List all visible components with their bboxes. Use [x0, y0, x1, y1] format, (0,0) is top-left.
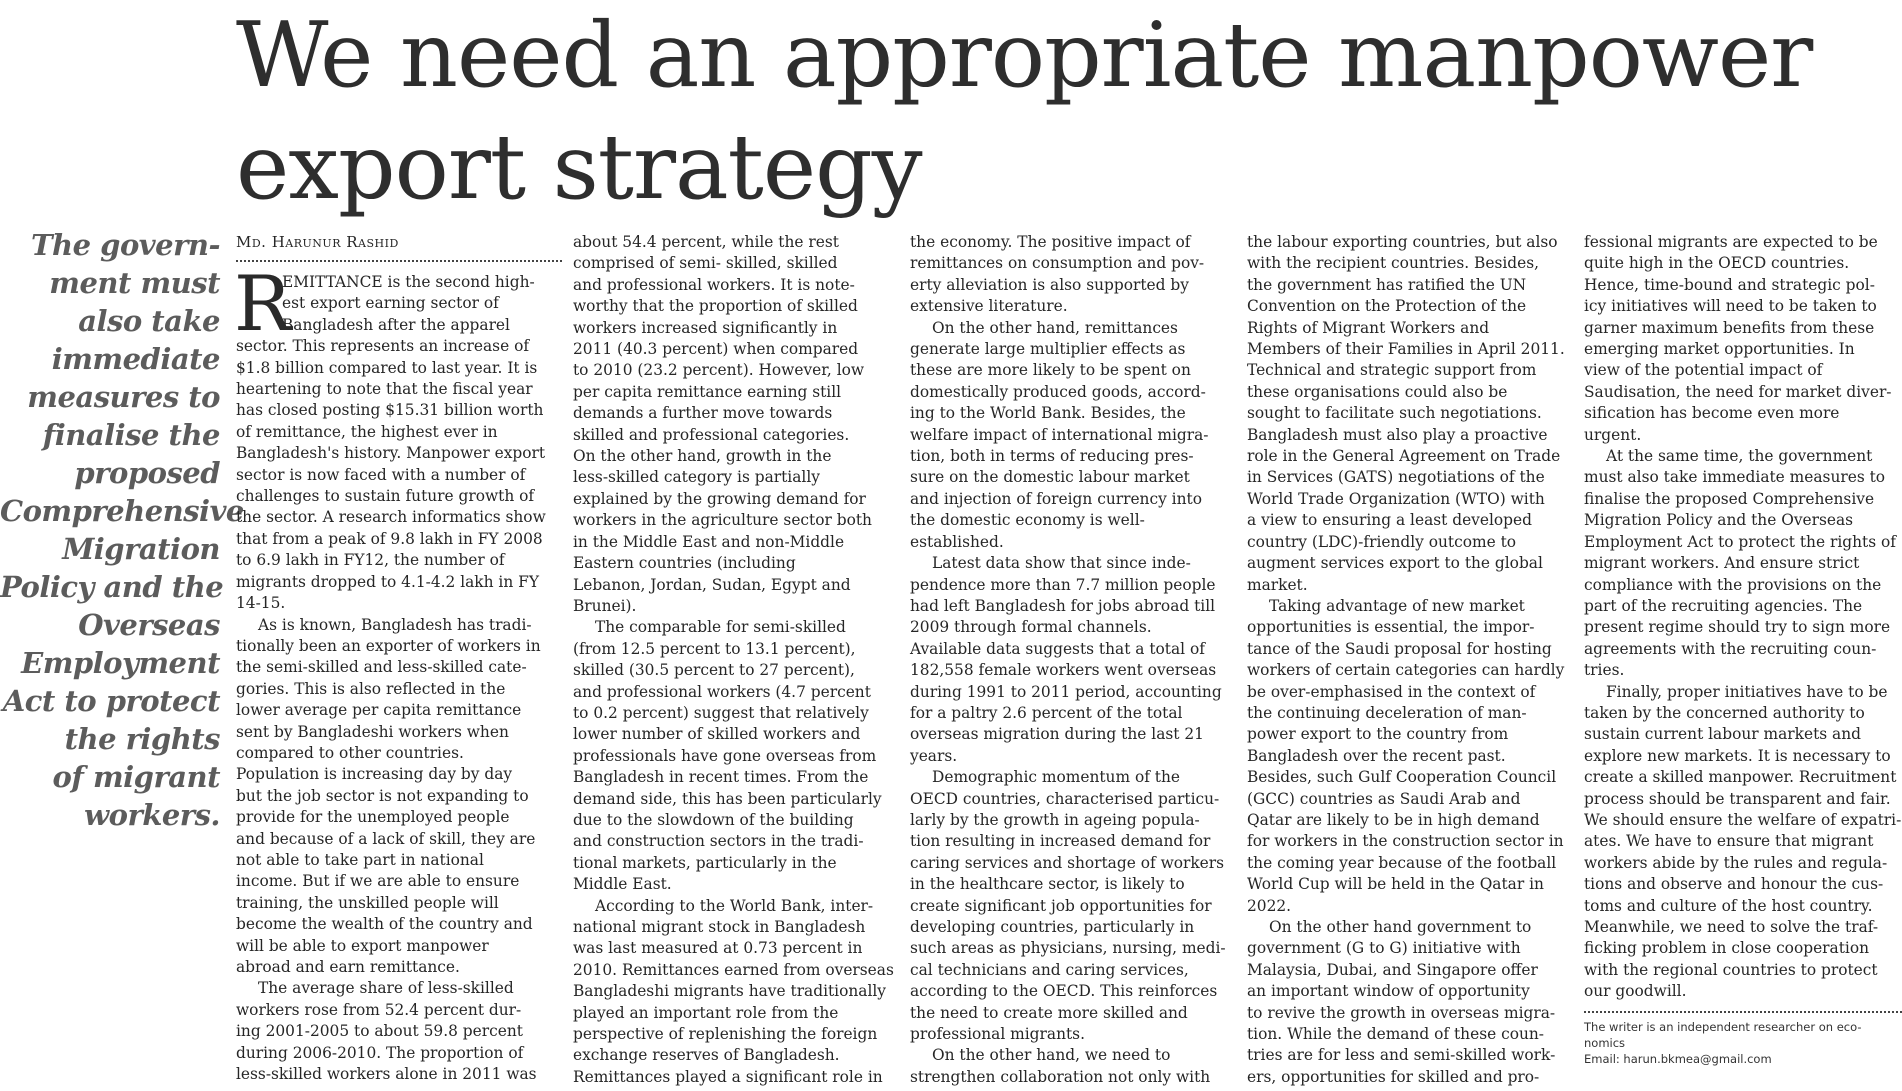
text-line: our goodwill.: [1584, 982, 1687, 1001]
text-line: Latest data show that since inde-: [932, 554, 1191, 573]
text-line: had left Bangladesh for jobs abroad till: [910, 596, 1216, 615]
text-line: workers rose from 52.4 percent dur-: [236, 1000, 522, 1019]
text-line: Saudisation, the need for market diver-: [1584, 382, 1892, 401]
text-line: (GCC) countries as Saudi Arab and: [1247, 789, 1521, 808]
text-line: during 2006-2010. The proportion of: [236, 1043, 524, 1062]
text-line: workers in the agriculture sector both: [573, 511, 872, 530]
text-line: but the job sector is not expanding to: [236, 786, 529, 805]
text-line: lower number of skilled workers and: [573, 725, 861, 744]
text-line: The average share of less-skilled: [258, 979, 514, 998]
text-line: According to the World Bank, inter-: [595, 896, 874, 915]
text-line: in Services (GATS) negotiations of the: [1247, 468, 1545, 487]
text-line: larly by the growth in ageing popula-: [910, 810, 1200, 829]
text-line: Lebanon, Jordan, Sudan, Egypt and: [573, 575, 851, 594]
text-line: during 1991 to 2011 period, accounting: [910, 682, 1222, 701]
text-line: workers increased significantly in: [573, 318, 838, 337]
text-line: tion resulting in increased demand for: [910, 832, 1211, 851]
text-line: On the other hand, growth in the: [573, 447, 832, 466]
text-line: abroad and earn remittance.: [236, 958, 460, 976]
text-line: As is known, Bangladesh has tradi-: [258, 615, 532, 634]
text-line: Migration Policy and the Overseas: [1584, 511, 1854, 530]
text-line: tion, both in terms of reducing pres-: [910, 447, 1194, 466]
text-line: the domestic economy is well-: [910, 511, 1145, 530]
text-line: generate large multiplier effects as: [910, 340, 1186, 359]
writer-note-line: The writer is an independent researcher on eco-: [1584, 1019, 1862, 1034]
text-line: view of the potential impact of: [1584, 361, 1823, 380]
text-line: for workers in the construction sector in: [1247, 832, 1564, 851]
text-line: an important window of opportunity: [1247, 982, 1530, 1001]
text-line: training, the unskilled people will: [236, 893, 499, 912]
text-line: workers abide by the rules and regula-: [1584, 853, 1888, 872]
text-line: not able to take part in national: [236, 850, 484, 869]
text-line: sustain current labour markets and: [1584, 725, 1861, 744]
text-line: the labour exporting countries, but also: [1247, 233, 1558, 251]
text-line: perspective of replenishing the foreign: [573, 1025, 878, 1044]
text-line: the semi-skilled and less-skilled cate-: [236, 658, 527, 677]
drop-cap: R: [234, 259, 292, 348]
text-line: extensive literature.: [910, 297, 1068, 316]
text-line: caring services and shortage of workers: [910, 853, 1225, 872]
text-line: be over-emphasised in the context of: [1247, 682, 1536, 701]
text-line: exchange reserves of Bangladesh.: [573, 1046, 840, 1065]
text-line: tions and observe and honour the cus-: [1584, 875, 1884, 894]
text-line: these are more likely to be spent on: [910, 361, 1191, 380]
text-line: tries.: [1584, 661, 1625, 680]
text-line: per capita remittance earning still: [573, 382, 842, 401]
text-line: established.: [910, 532, 1004, 551]
text-line: 2009 through formal channels.: [910, 618, 1152, 637]
text-line: Rights of Migrant Workers and: [1247, 318, 1490, 337]
text-line: sure on the domestic labour market: [910, 468, 1190, 487]
text-line: national migrant stock in Bangladesh: [573, 918, 866, 936]
text-line: urgent.: [1584, 425, 1642, 444]
text-line: 2022.: [1247, 896, 1292, 915]
text-line: a view to ensuring a least developed: [1247, 511, 1532, 530]
text-line: become the wealth of the country and: [236, 915, 533, 934]
text-line: years.: [910, 746, 958, 765]
text-line: At the same time, the government: [1606, 447, 1873, 466]
writer-note: [1584, 1019, 1902, 1067]
text-line: Meanwhile, we need to solve the traf-: [1584, 918, 1879, 936]
text-line: create a skilled manpower. Recruitment: [1584, 768, 1897, 787]
text-line: professionals have gone overseas from: [573, 746, 877, 765]
text-line: Brunei).: [573, 596, 637, 615]
text-line: est export earning sector of: [282, 294, 499, 313]
text-line: Malaysia, Dubai, and Singapore offer: [1247, 960, 1538, 979]
text-line: must also take immediate measures to: [1584, 468, 1886, 487]
text-line: tion. While the demand of these coun-: [1247, 1025, 1544, 1044]
text-line: market.: [1247, 575, 1308, 594]
text-line: garner maximum benefits from these: [1584, 318, 1875, 337]
text-line: tries are for less and semi-skilled work-: [1247, 1046, 1556, 1065]
pull-quote-line: Overseas: [78, 608, 220, 642]
text-line: the need to create more skilled and: [910, 1003, 1188, 1022]
text-line: emerging market opportunities. In: [1584, 340, 1855, 359]
text-line: ers, opportunities for skilled and pro-: [1247, 1067, 1540, 1086]
writer-note-line: Email: harun.bkmea@gmail.com: [1584, 1051, 1772, 1066]
text-line: Demographic momentum of the: [932, 768, 1181, 787]
text-line: OECD countries, characterised particu-: [910, 789, 1220, 808]
text-line: according to the OECD. This reinforces: [910, 982, 1218, 1001]
text-line: Convention on the Protection of the: [1247, 297, 1527, 316]
text-line: icy initiatives will need to be taken to: [1584, 297, 1877, 316]
text-line: about 54.4 percent, while the rest: [573, 233, 839, 251]
text-line: ficking problem in close cooperation: [1584, 939, 1869, 958]
article-column-1: [236, 232, 562, 1085]
text-line: these organisations could also be: [1247, 382, 1508, 401]
pull-quote-line: The govern-: [30, 228, 220, 262]
text-line: power export to the country from: [1247, 725, 1509, 744]
text-line: compared to other countries.: [236, 743, 464, 762]
text-line: agreements with the recruiting coun-: [1584, 639, 1877, 658]
headline-line-1: We need an appropriate manpower: [236, 3, 1813, 108]
text-line: that from a peak of 9.8 lakh in FY 2008: [236, 529, 543, 548]
pull-quote-line: workers.: [84, 798, 220, 832]
text-line: finalise the proposed Comprehensive: [1584, 489, 1875, 508]
pull-quote-line: measures to: [27, 380, 220, 414]
text-line: 14-15.: [236, 594, 286, 613]
text-line: Population is increasing day by day: [236, 765, 513, 784]
pull-quote: [0, 226, 244, 834]
text-line: ing to the World Bank. Besides, the: [910, 404, 1186, 423]
text-line: Technical and strategic support from: [1247, 361, 1537, 380]
text-line: overseas migration during the last 21: [910, 725, 1204, 744]
text-line: government (G to G) initiative with: [1247, 939, 1521, 958]
text-line: provide for the unemployed people: [236, 808, 510, 827]
text-line: the sector. A research informatics show: [236, 508, 546, 527]
text-line: migrant workers. And ensure strict: [1584, 554, 1860, 573]
text-line: remittances on consumption and pov-: [910, 254, 1205, 273]
text-line: and construction sectors in the tradi-: [573, 832, 864, 851]
text-line: to 6.9 lakh in FY12, the number of: [236, 551, 505, 570]
text-line: challenges to sustain future growth of: [236, 487, 535, 506]
text-line: On the other hand government to: [1269, 918, 1532, 936]
text-line: in the healthcare sector, is likely to: [910, 875, 1185, 894]
text-line: to 2010 (23.2 percent). However, low: [573, 361, 865, 380]
text-line: played an important role from the: [573, 1003, 839, 1022]
text-line: sification has become even more: [1584, 404, 1840, 423]
text-line: quite high in the OECD countries.: [1584, 254, 1850, 273]
text-line: Bangladeshi migrants have traditionally: [573, 982, 886, 1001]
pull-quote-line: the rights: [64, 722, 220, 756]
text-line: sector is now faced with a number of: [236, 465, 526, 484]
text-line: present regime should try to sign more: [1584, 618, 1891, 637]
text-line: Qatar are likely to be in high demand: [1247, 810, 1540, 829]
text-line: sector. This represents an increase of: [236, 337, 530, 356]
text-line: Besides, such Gulf Cooperation Council: [1247, 768, 1557, 787]
text-line: the government has ratified the UN: [1247, 275, 1527, 294]
text-line: and injection of foreign currency into: [910, 489, 1202, 508]
author-byline: Md. Harunur Rashid: [236, 233, 399, 251]
pull-quote-line: proposed: [74, 456, 220, 490]
text-line: tional markets, particularly in the: [573, 853, 837, 872]
text-line: worthy that the proportion of skilled: [573, 297, 858, 316]
text-line: skilled (30.5 percent to 27 percent),: [573, 661, 855, 680]
writer-note-divider: [1584, 1011, 1902, 1013]
text-line: domestically produced goods, accord-: [910, 382, 1206, 401]
pull-quote-line: finalise the: [42, 418, 220, 452]
text-line: $1.8 billion compared to last year. It is: [236, 358, 538, 377]
pull-quote-line: immediate: [51, 342, 220, 376]
text-line: explained by the growing demand for: [573, 489, 866, 508]
text-line: demands a further move towards: [573, 404, 833, 423]
text-line: 182,558 female workers went overseas: [910, 661, 1217, 680]
pull-quote-line: Employment: [21, 646, 220, 680]
text-line: sought to facilitate such negotiations.: [1247, 404, 1542, 423]
text-line: Remittances played a significant role in: [573, 1067, 883, 1086]
text-line: toms and culture of the host country.: [1584, 896, 1873, 915]
text-line: (from 12.5 percent to 13.1 percent),: [573, 639, 856, 658]
text-line: Bangladesh must also play a proactive: [1247, 425, 1548, 444]
text-line: less-skilled category is partially: [573, 468, 820, 487]
text-line: cal technicians and caring services,: [910, 960, 1189, 979]
pull-quote-line: Act to protect: [2, 684, 220, 718]
text-line: workers of certain categories can hardly: [1247, 661, 1565, 680]
pull-quote-line: Migration: [62, 532, 220, 566]
text-line: compliance with the provisions on the: [1584, 575, 1882, 594]
pull-quote-line: of migrant: [52, 760, 220, 794]
text-line: was last measured at 0.73 percent in: [573, 939, 863, 958]
pull-quote-line: Comprehensive: [0, 494, 244, 528]
text-line: Taking advantage of new market: [1269, 596, 1525, 615]
text-line: role in the General Agreement on Trade: [1247, 447, 1561, 466]
text-line: ates. We have to ensure that migrant: [1584, 832, 1874, 851]
text-line: pendence more than 7.7 million people: [910, 575, 1216, 594]
text-line: welfare impact of international migra-: [910, 425, 1209, 444]
text-line: heartening to note that the fiscal year: [236, 380, 533, 399]
writer-note-line: nomics: [1584, 1035, 1626, 1050]
headline-line-2: export strategy: [236, 115, 922, 220]
text-line: World Cup will be held in the Qatar in: [1247, 875, 1544, 894]
text-line: Bangladesh in recent times. From the: [573, 768, 869, 787]
pull-quote-line: Policy and the: [0, 570, 224, 604]
text-line: and professional workers. It is note-: [573, 275, 855, 294]
text-line: to 0.2 percent) suggest that relatively: [573, 703, 869, 722]
article-headline: [236, 0, 1876, 224]
text-line: the economy. The positive impact of: [910, 233, 1191, 251]
text-line: fessional migrants are expected to be: [1584, 233, 1878, 251]
text-line: gories. This is also reflected in the: [236, 679, 506, 698]
text-line: Employment Act to protect the rights of: [1584, 532, 1896, 551]
text-line: professional migrants.: [910, 1025, 1085, 1044]
text-line: The comparable for semi-skilled: [595, 618, 846, 637]
text-line: On the other hand, remittances: [932, 318, 1178, 337]
text-line: create significant job opportunities for: [910, 896, 1212, 915]
text-line: demand side, this has been particularly: [573, 789, 882, 808]
text-line: due to the slowdown of the building: [573, 810, 854, 829]
text-line: in the Middle East and non-Middle: [573, 532, 845, 551]
text-line: sent by Bangladeshi workers when: [236, 722, 509, 741]
text-line: Bangladesh's history. Manpower export: [236, 444, 546, 463]
text-line: Bangladesh after the apparel: [282, 315, 510, 334]
article-column-4: [1247, 232, 1573, 1088]
text-line: part of the recruiting agencies. The: [1584, 596, 1863, 615]
text-line: Bangladesh over the recent past.: [1247, 746, 1506, 765]
text-line: We should ensure the welfare of expatri-: [1584, 810, 1902, 829]
text-line: such areas as physicians, nursing, medi-: [910, 939, 1226, 958]
text-line: the continuing deceleration of man-: [1247, 703, 1527, 722]
text-line: Middle East.: [573, 875, 672, 894]
text-line: tance of the Saudi proposal for hosting: [1247, 639, 1552, 658]
article-column-3: [910, 232, 1236, 1088]
text-line: 2011 (40.3 percent) when compared: [573, 340, 859, 359]
text-line: taken by the concerned authority to: [1584, 703, 1865, 722]
text-line: World Trade Organization (WTO) with: [1247, 489, 1545, 508]
text-line: On the other hand, we need to: [932, 1046, 1171, 1065]
text-line: will be able to export manpower: [236, 936, 489, 955]
pull-quote-line: ment must: [49, 266, 220, 300]
text-line: Available data suggests that a total of: [910, 639, 1205, 658]
text-line: ing 2001-2005 to about 59.8 percent: [236, 1022, 523, 1041]
text-line: with the regional countries to protect: [1584, 960, 1878, 979]
text-line: tionally been an exporter of workers in: [236, 636, 541, 655]
text-line: migrants dropped to 4.1-4.2 lakh in FY: [236, 572, 540, 591]
text-line: and because of a lack of skill, they are: [236, 829, 536, 848]
text-line: augment services export to the global: [1247, 554, 1543, 573]
text-line: skilled and professional categories.: [573, 425, 850, 444]
text-line: with the recipient countries. Besides,: [1247, 254, 1540, 273]
text-line: less-skilled workers alone in 2011 was: [236, 1065, 537, 1084]
text-line: country (LDC)-friendly outcome to: [1247, 532, 1517, 551]
text-line: process should be transparent and fair.: [1584, 789, 1891, 808]
text-line: opportunities is essential, the impor-: [1247, 618, 1535, 637]
pull-quote-line: also take: [78, 304, 220, 338]
text-line: erty alleviation is also supported by: [910, 275, 1189, 294]
article-column-5: [1584, 232, 1902, 1067]
text-line: EMITTANCE is the second high-: [282, 273, 535, 291]
text-line: income. But if we are able to ensure: [236, 872, 520, 891]
text-line: to revive the growth in overseas migra-: [1247, 1003, 1556, 1022]
text-line: the coming year because of the football: [1247, 853, 1557, 872]
text-line: has closed posting $15.31 billion worth: [236, 401, 544, 420]
text-line: Finally, proper initiatives have to be: [1606, 682, 1888, 701]
text-line: 2010. Remittances earned from overseas: [573, 960, 894, 979]
text-line: Eastern countries (including: [573, 554, 796, 573]
text-line: of remittance, the highest ever in: [236, 422, 498, 441]
text-line: Hence, time-bound and strategic pol-: [1584, 275, 1875, 294]
text-line: comprised of semi- skilled, skilled: [573, 254, 838, 273]
text-line: explore new markets. It is necessary to: [1584, 746, 1891, 765]
text-line: Members of their Families in April 2011.: [1247, 340, 1565, 359]
text-line: strengthen collaboration not only with: [910, 1067, 1211, 1086]
article-column-2: [573, 232, 899, 1088]
text-line: lower average per capita remittance: [236, 701, 522, 720]
text-line: developing countries, particularly in: [910, 918, 1195, 936]
text-line: and professional workers (4.7 percent: [573, 682, 871, 701]
text-line: for a paltry 2.6 percent of the total: [910, 703, 1183, 722]
